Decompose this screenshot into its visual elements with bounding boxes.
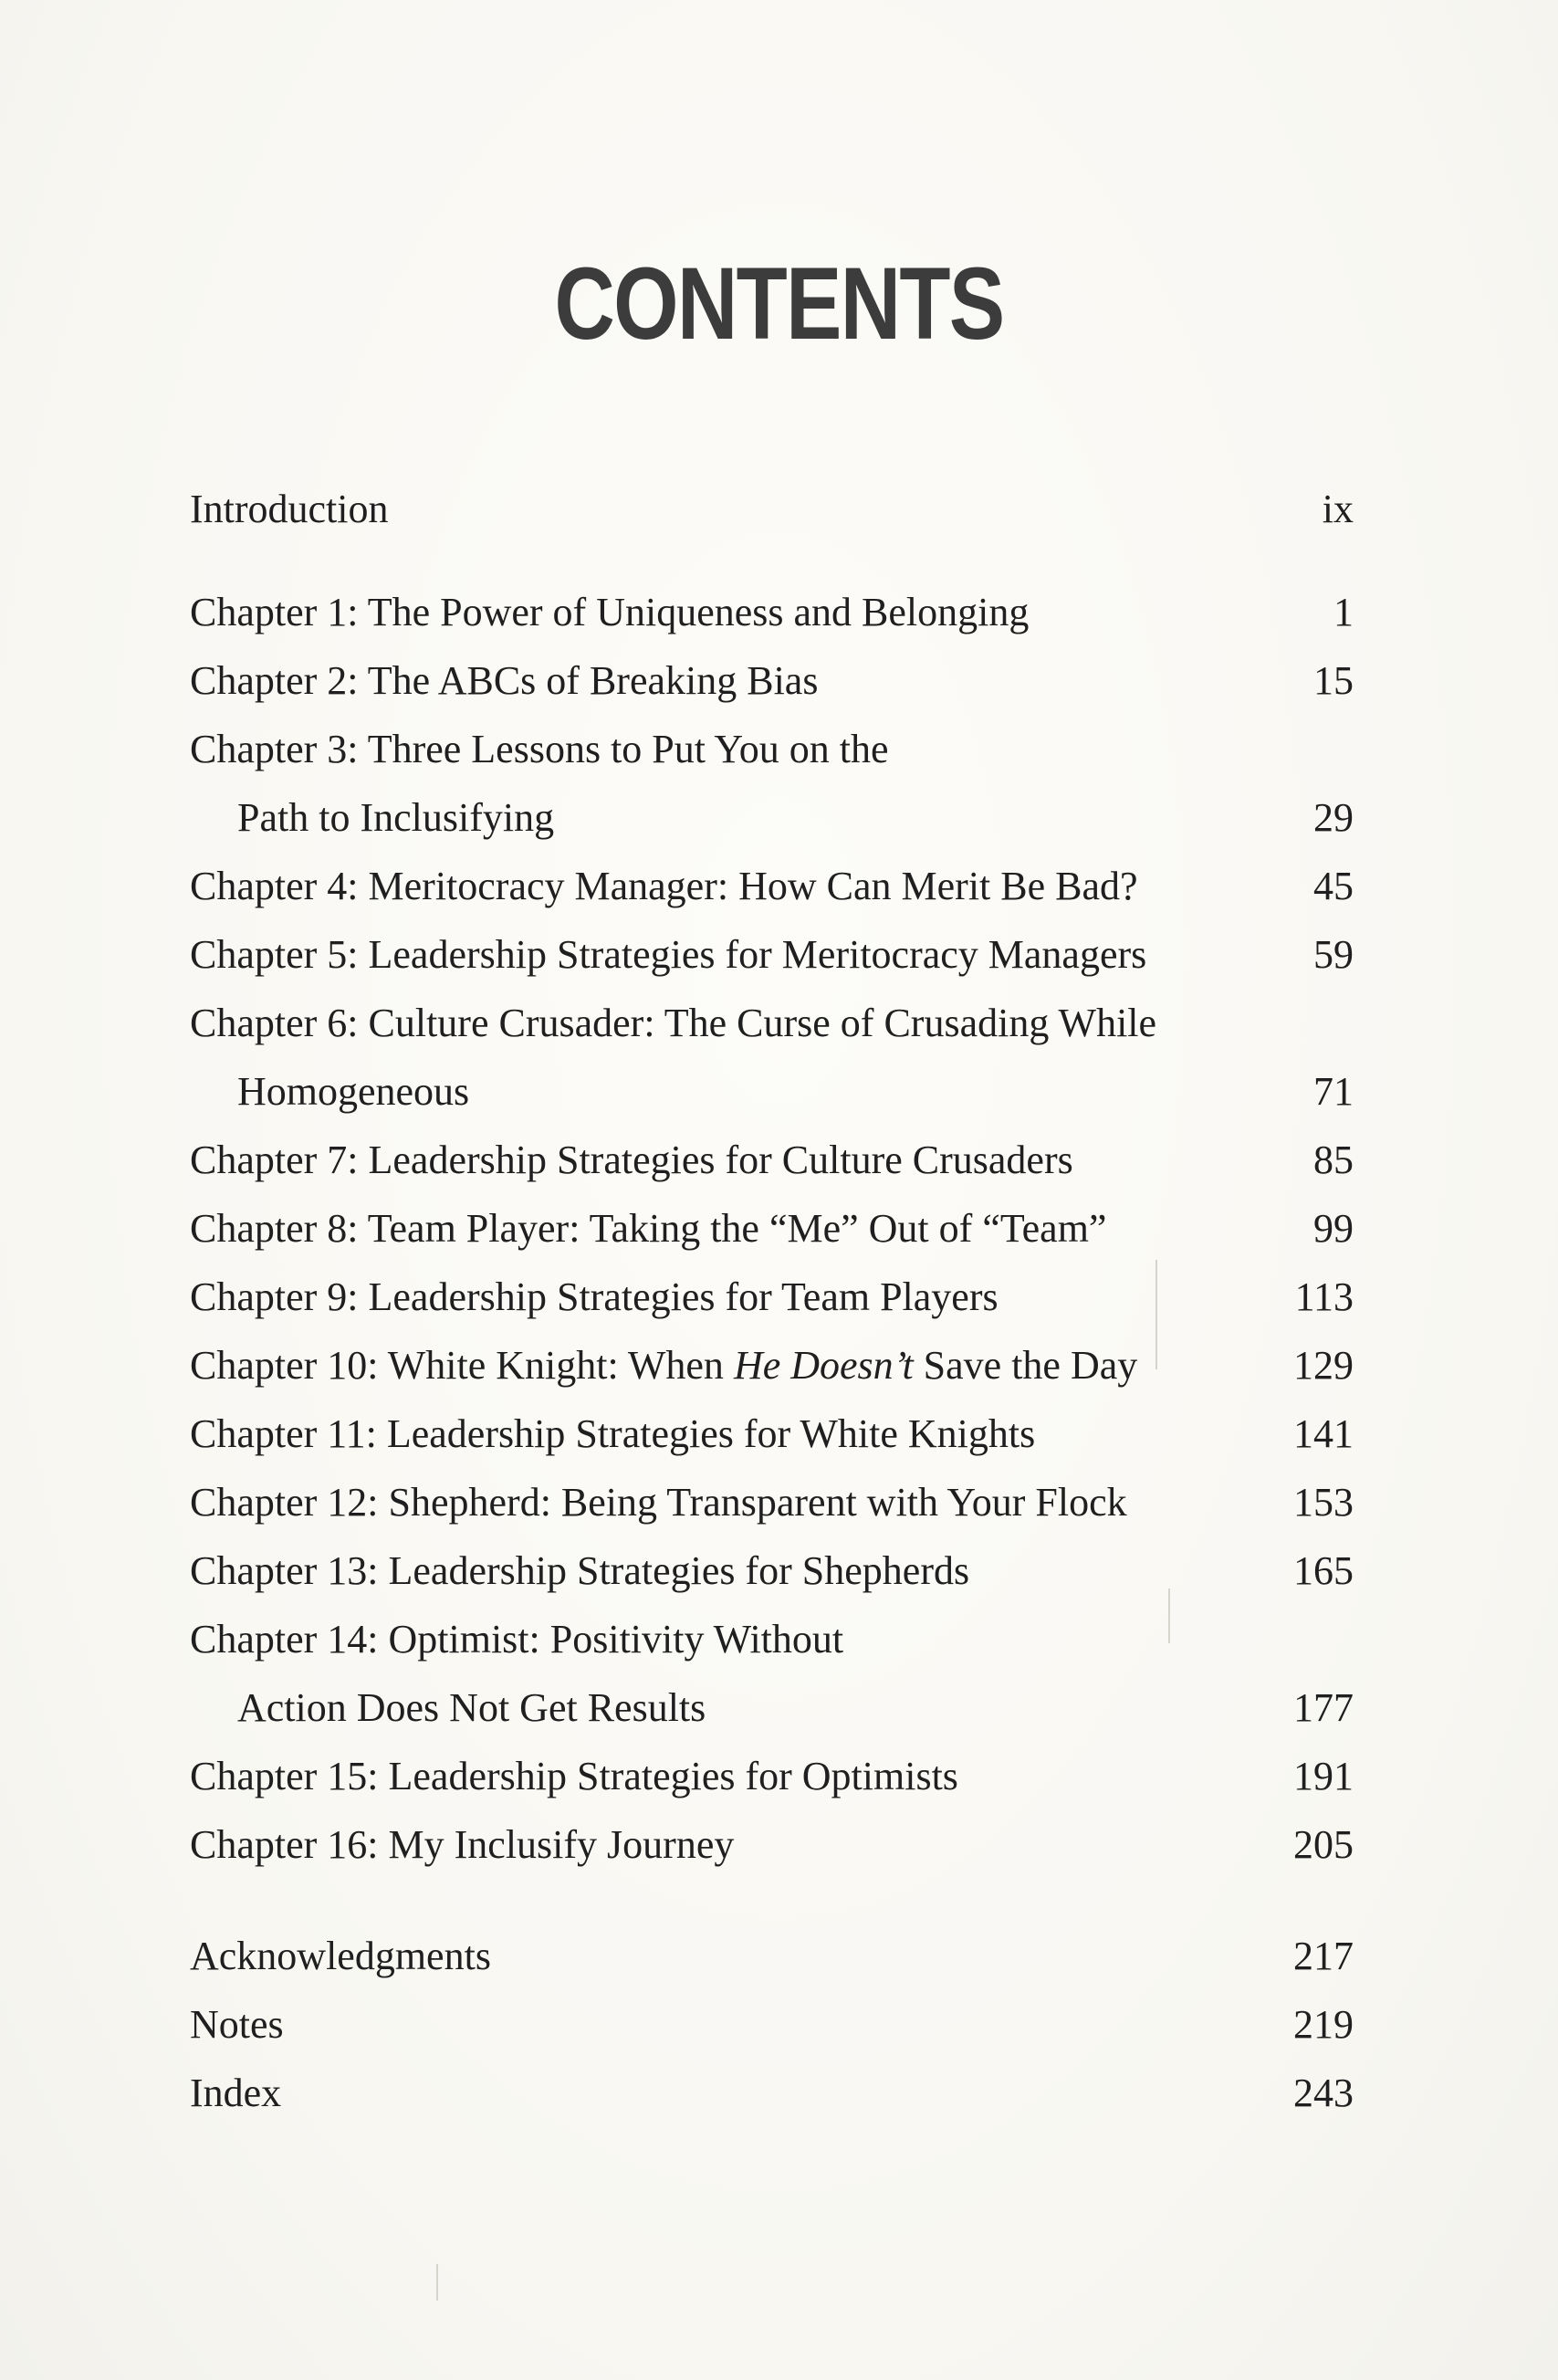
toc-entry-page: 205 xyxy=(1293,1822,1354,1867)
toc-entry-chapter-14-continued[interactable] xyxy=(190,1673,1354,1742)
toc-entry-page: 153 xyxy=(1293,1480,1354,1525)
paper-mark xyxy=(436,2264,438,2301)
toc-entry-page: 113 xyxy=(1294,1274,1354,1319)
toc-entry-label: Chapter 2: The ABCs of Breaking Bias xyxy=(190,658,819,703)
toc-entry-label: Chapter 9: Leadership Strategies for Team Players xyxy=(190,1274,999,1319)
toc-entry-page: 45 xyxy=(1313,864,1354,908)
toc-entry-page: ix xyxy=(1322,487,1354,531)
toc-entry-label: Chapter 13: Leadership Strategies for Shepherds xyxy=(190,1548,970,1593)
toc-entry-page: 99 xyxy=(1313,1206,1354,1251)
toc-entry-chapter-3[interactable] xyxy=(190,715,1354,783)
toc-entry-page: 1 xyxy=(1333,590,1354,634)
page-title: CONTENTS xyxy=(554,246,1004,361)
toc-entry-chapter-14[interactable] xyxy=(190,1605,1354,1673)
toc-entry-page: 141 xyxy=(1293,1411,1354,1456)
toc-entry-page: 15 xyxy=(1313,658,1354,703)
toc-entry-label: Chapter 1: The Power of Uniqueness and Belonging xyxy=(190,590,1030,634)
toc-entry-label: Action Does Not Get Results xyxy=(237,1685,706,1730)
toc-entry-chapter-16[interactable] xyxy=(190,1810,1354,1879)
toc-entry-chapter-4[interactable] xyxy=(190,852,1354,920)
toc-entry-label: Acknowledgments xyxy=(190,1934,491,1978)
toc-entry-label: Chapter 8: Team Player: Taking the “Me” Out of “Team” xyxy=(190,1206,1107,1251)
toc-entry-label-part: Chapter 10: White Knight: When xyxy=(190,1343,734,1388)
toc-entry-label: Path to Inclusifying xyxy=(237,795,555,840)
toc-entry-page: 59 xyxy=(1313,932,1354,977)
toc-entry-notes[interactable] xyxy=(190,1990,1354,2059)
toc-entry-label-italic: He Doesn’t xyxy=(733,1343,914,1388)
toc-entry-label: Chapter 4: Meritocracy Manager: How Can Merit Be Bad? xyxy=(190,864,1138,908)
toc-entry-label: Index xyxy=(190,2071,282,2115)
toc-entry-chapter-2[interactable] xyxy=(190,646,1354,715)
toc-entry-chapter-5[interactable] xyxy=(190,920,1354,989)
toc-entry-chapter-1[interactable] xyxy=(190,578,1354,646)
toc-entry-acknowledgments[interactable] xyxy=(190,1922,1354,1990)
toc-entry-page: 29 xyxy=(1313,795,1354,840)
toc-entry-chapter-3-continued[interactable] xyxy=(190,783,1354,852)
toc-entry-chapter-11[interactable] xyxy=(190,1400,1354,1468)
toc-entry-chapter-6[interactable] xyxy=(190,989,1354,1057)
toc-entry-introduction[interactable] xyxy=(190,475,1354,543)
toc-entry-chapter-15[interactable] xyxy=(190,1742,1354,1810)
toc-entry-page: 217 xyxy=(1293,1934,1354,1978)
toc-entry-label: Homogeneous xyxy=(237,1069,470,1114)
toc-entry-page: 165 xyxy=(1293,1548,1354,1593)
toc-entry-label: Chapter 5: Leadership Strategies for Meritocracy Managers xyxy=(190,932,1147,977)
toc-entry-label: Chapter 3: Three Lessons to Put You on the xyxy=(190,727,889,771)
toc-entry-label xyxy=(190,1331,1137,1400)
toc-entry-page: 129 xyxy=(1293,1343,1354,1388)
toc-entry-page: 191 xyxy=(1293,1754,1354,1798)
toc-entry-chapter-12[interactable] xyxy=(190,1468,1354,1536)
toc-entry-chapter-7[interactable] xyxy=(190,1126,1354,1194)
toc-entry-label: Chapter 6: Culture Crusader: The Curse of Crusading While xyxy=(190,1001,1157,1045)
toc-entry-chapter-13[interactable] xyxy=(190,1536,1354,1605)
toc-entry-chapter-10[interactable] xyxy=(190,1331,1354,1400)
toc-entry-index[interactable] xyxy=(190,2059,1354,2127)
toc-entry-chapter-6-continued[interactable] xyxy=(190,1057,1354,1126)
toc-entry-chapter-8[interactable] xyxy=(190,1194,1354,1263)
toc-entry-label: Chapter 7: Leadership Strategies for Culture Crusaders xyxy=(190,1138,1073,1182)
toc-entry-label: Chapter 12: Shepherd: Being Transparent with Your Flock xyxy=(190,1480,1127,1525)
toc-entry-label: Chapter 16: My Inclusify Journey xyxy=(190,1822,735,1867)
toc-entry-label: Chapter 15: Leadership Strategies for Optimists xyxy=(190,1754,958,1798)
toc-entry-page: 177 xyxy=(1293,1685,1354,1730)
toc-entry-chapter-9[interactable] xyxy=(190,1263,1354,1331)
toc-entry-page: 71 xyxy=(1313,1069,1354,1114)
toc-entry-label: Chapter 11: Leadership Strategies for White Knights xyxy=(190,1411,1036,1456)
toc-entry-label: Chapter 14: Optimist: Positivity Without xyxy=(190,1617,844,1662)
toc-entry-label: Notes xyxy=(190,2002,284,2047)
toc-entry-page: 85 xyxy=(1313,1138,1354,1182)
toc-entry-page: 219 xyxy=(1293,2002,1354,2047)
toc-entry-page: 243 xyxy=(1293,2071,1354,2115)
toc-entry-label: Introduction xyxy=(190,487,389,531)
toc-entry-label-part: Save the Day xyxy=(913,1343,1138,1388)
